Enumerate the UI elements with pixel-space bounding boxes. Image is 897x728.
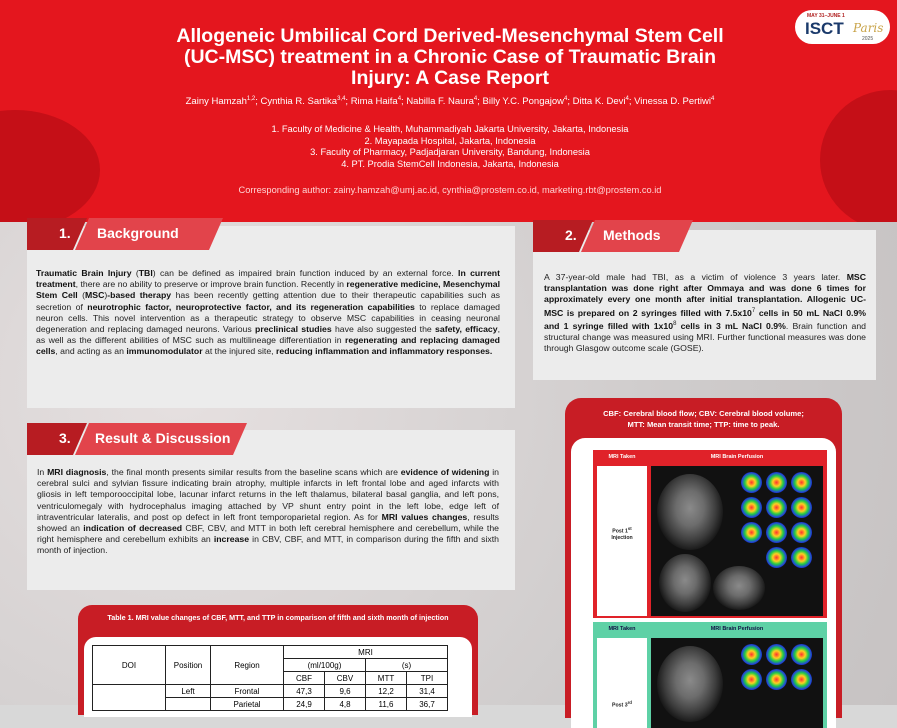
text-run: regenerative medicine, Mesenchymal Stem Cell	[36, 279, 500, 301]
author-affiliation-sup: 4	[625, 96, 629, 102]
text-run: MSC transplantation was done right after Ommaya and was done 6 times for approximately every one month after initial transplantation. Allogenic UC-MSC is prepared on 2 syringes filled with 7.5x10	[544, 272, 866, 318]
author-affiliation-sup: 4	[397, 96, 402, 102]
text-run: CBF, CBV, and MTT in both left cerebral hemisphere and cerebellum, while the right hemisphere and cerebellum exhibits an	[37, 523, 499, 545]
title-line: Injury: A Case Report	[351, 67, 549, 89]
text-run: . Brain function and structural change was measured using MRI. Further functional measures was done through Glasgow outcome scale (GOSE).	[544, 320, 867, 353]
methods-text	[544, 272, 866, 354]
text-run: at the injured site,	[202, 346, 276, 357]
text-run: regenerating and replacing damaged cells	[36, 335, 500, 357]
poster-header	[0, 0, 897, 222]
text-run: -based therapy	[107, 290, 172, 301]
poster-title	[110, 26, 790, 89]
author: Nabilla F. Naura$^4$	[406, 96, 478, 108]
perfusion-map	[791, 497, 812, 518]
title-line: (UC-MSC) treatment in a Chronic Case of Traumatic Brain	[183, 46, 716, 68]
figure-caption	[573, 408, 834, 430]
text-run: In	[37, 467, 48, 477]
figure-block-post1	[593, 450, 827, 618]
author: Zainy Hamzah$^{1,2}$	[185, 96, 256, 108]
text-run: A 37-year-old male had TBI, as a victim of violence 3 years later.	[544, 272, 847, 282]
background-heading	[27, 218, 223, 250]
unit-header: (ml/100g)	[284, 659, 366, 672]
fig-col-header: MRI Taken	[608, 454, 636, 460]
text-run: 7	[751, 307, 756, 314]
section-number: 1.	[59, 225, 71, 241]
author: Rima Haifa$^4$	[350, 96, 402, 108]
value-cell: 24,9	[284, 698, 325, 711]
perfusion-map	[766, 644, 787, 665]
text-run: , and acting as an	[55, 346, 127, 357]
col-header-tpi: TPI	[407, 672, 448, 685]
perfusion-map	[766, 669, 787, 690]
isct-logo	[795, 10, 890, 44]
text-run: cells in 3 mL NaCl 0.9%	[676, 320, 786, 331]
position-cell	[166, 698, 211, 711]
col-header-doi: DOI	[93, 646, 166, 685]
value-cell: 4,8	[325, 698, 366, 711]
label-text-2: Injection	[611, 534, 633, 541]
text-run: 8	[673, 320, 677, 327]
region-cell: Parietal	[211, 698, 284, 711]
fig-col-header: MRI Brain Perfusion	[710, 454, 764, 460]
section-title: Methods	[603, 227, 661, 243]
methods-heading	[533, 220, 693, 252]
text-run: Traumatic Brain Injury	[36, 268, 132, 278]
logo-text: ISCT	[805, 19, 844, 38]
text-run: increase	[213, 534, 250, 545]
fig-row-label	[597, 638, 647, 728]
text-run: In current treatment	[36, 268, 500, 290]
author: Billy Y.C. Pongajow$^4$	[482, 96, 568, 108]
value-cell: 12,2	[366, 685, 407, 698]
perfusion-map	[741, 497, 762, 518]
author-list: Zainy Hamzah$^{1,2}$; Cynthia R. Sartika$^{3,4}$; Rima Haifa$^4$; Nabilla F. Naura$^4$; Billy Y.C. Pongajow$^4$; Ditta K. Devi$^4$; Vinessa D. Pertiwi$^4$	[185, 96, 715, 108]
section-number: 3.	[59, 430, 71, 446]
text-run: evidence of widening	[400, 467, 490, 477]
text-run: neurotrophic factor, neuroprotective factor, and its regeneration capabilities	[87, 301, 415, 312]
text-run: indication of decreased	[83, 523, 183, 534]
table-body-card	[84, 637, 472, 717]
background-text	[36, 268, 500, 358]
affiliation: 1. Faculty of Medicine & Health, Muhammadiyah Jakarta University, Jakarta, Indonesia	[271, 124, 629, 134]
perfusion-map	[766, 472, 787, 493]
text-run: , the final month presents similar results from the baseline scans which are	[106, 467, 401, 477]
perfusion-map	[766, 547, 787, 568]
section-title: Result & Discussion	[95, 430, 231, 446]
label-sup: rd	[627, 700, 632, 705]
text-run: )	[104, 290, 108, 301]
perfusion-map	[791, 547, 812, 568]
value-cell: 11,6	[366, 698, 407, 711]
col-header-cbf: CBF	[284, 672, 325, 685]
fig-row-label	[597, 466, 647, 616]
results-heading	[27, 423, 247, 455]
author-affiliation-sup: 4	[564, 96, 568, 102]
perfusion-map	[741, 472, 762, 493]
mri-image-post3	[651, 638, 823, 728]
text-run: MRI values changes	[381, 511, 468, 522]
perfusion-map	[741, 669, 762, 690]
doi-cell	[93, 685, 166, 711]
text-run: cells in 50 mL NaCl 0.9% and 1 syringe filled with 1x10	[544, 307, 867, 331]
mri-image-post1	[651, 466, 823, 616]
perfusion-map	[766, 497, 787, 518]
figure-block-post3	[593, 622, 827, 728]
text-run: reducing inflammation and inflammatory responses.	[276, 346, 493, 357]
section-number: 2.	[565, 227, 577, 243]
text-run: ) can be defined as impaired brain function induced by an external force.	[152, 268, 459, 278]
label-text: Post 1	[612, 528, 628, 535]
col-header-mri: MRI	[284, 646, 448, 659]
title-line: Allogeneic Umbilical Cord Derived-Mesenchymal Stem Cell	[176, 25, 724, 47]
logo-date: MAY 31–JUNE 1	[807, 13, 845, 19]
affiliation: 4. PT. Prodia StemCell Indonesia, Jakarta, Indonesia	[341, 158, 559, 169]
text-run: , results showed an	[37, 511, 500, 534]
value-cell: 31,4	[407, 685, 448, 698]
fig-col-header: MRI Brain Perfusion	[710, 626, 764, 632]
mri-slice	[713, 566, 765, 610]
text-run: to replace damaged neuron cells. This novel intervention as a therapeutic strategy to observe MSC capabilities in ceasing neuronal degeneration and replacing damaged neurons. Various	[36, 301, 500, 335]
perfusion-map	[766, 522, 787, 543]
text-run: MRI diagnosis	[47, 467, 107, 477]
text-run: have also suggested the	[331, 324, 436, 335]
decor-blob	[820, 90, 897, 222]
mri-table-card	[78, 605, 478, 715]
region-cell: Frontal	[211, 685, 284, 698]
value-cell: 47,3	[284, 685, 325, 698]
logo-city: Paris	[853, 21, 884, 35]
fig-col-header: MRI Taken	[608, 626, 636, 632]
corresponding-author: Corresponding author: zainy.hamzah@umj.ac.id, cynthia@prostem.co.id, marketing.rbt@prostem.co.id	[238, 185, 662, 195]
affiliation: 2. Mayapada Hospital, Jakarta, Indonesia	[364, 135, 536, 146]
col-header-cbv: CBV	[325, 672, 366, 685]
section-title: Background	[97, 225, 179, 241]
author-affiliation-sup: 1,2	[246, 96, 256, 102]
perfusion-map	[791, 522, 812, 543]
label-sup: st	[627, 526, 632, 531]
text-run: has been recently getting attention due to their therapeutic capabilities such as secretion of	[36, 290, 501, 312]
label-text: Post 3	[612, 702, 628, 709]
mri-slice	[659, 554, 711, 612]
table-row	[93, 685, 448, 698]
mri-slice	[657, 646, 723, 722]
text-run: in CBV, CBF, and MTT, in comparison during the fifth and sixth month of injection.	[37, 534, 499, 556]
col-header-position: Position	[166, 646, 211, 685]
value-cell: 36,7	[407, 698, 448, 711]
author: Vinessa D. Pertiwi$^4$	[634, 96, 715, 108]
caption-line: CBF: Cerebral blood flow; CBV: Cerebral blood volume;	[603, 409, 804, 418]
caption-line: MTT: Mean transit time; TTP: time to peak.	[627, 420, 780, 429]
position-cell: Left	[166, 685, 211, 698]
logo-year: 2025	[862, 36, 874, 42]
value-cell: 9,6	[325, 685, 366, 698]
mri-figure-card	[565, 398, 842, 718]
unit-header: (s)	[366, 659, 448, 672]
text-run: safety, efficacy	[435, 324, 498, 335]
text-run: TBI	[138, 268, 153, 278]
table-caption: Table 1. MRI value changes of CBF, MTT, and TTP in comparison of fifth and sixth month of injection	[107, 613, 449, 622]
text-run: in cerebral sulci and sylvian fissure indicating brain atrophy, multiple infarcts in left frontal lobe and aged infarcts with gliosis in left temporooccipital lobe, lacunar infarct returns in the left thalamus, bilateral basal ganglia, and left pons, ventriculomegaly with hydrocephalus imaging attached by VP shunt entry point in the left lobe, edge left of intraventricular lateralis, and post op defect in left front temporoparietal region. As for	[37, 467, 499, 522]
results-text	[37, 467, 499, 557]
author: Ditta K. Devi$^4$	[572, 96, 629, 108]
figure-body	[571, 438, 836, 728]
text-run: MSC	[85, 290, 105, 301]
author-affiliation-sup: 4	[711, 96, 715, 102]
text-run: (	[77, 290, 86, 301]
text-run: immunomodulator	[126, 346, 203, 357]
perfusion-map	[791, 472, 812, 493]
perfusion-map	[791, 669, 812, 690]
author-affiliation-sup: 3,4	[337, 96, 346, 102]
text-run: , as well as the different abilities of MSC such as multilineage differentiation in	[36, 324, 500, 346]
affiliation-list	[80, 124, 820, 170]
text-run: (	[131, 268, 139, 278]
perfusion-map	[741, 644, 762, 665]
col-header-mtt: MTT	[366, 672, 407, 685]
author-affiliation-sup: 4	[473, 96, 478, 102]
text-run: , there are no ability to preserve or improve brain function. Recently in	[75, 279, 347, 290]
author: Cynthia R. Sartika$^{3,4}$	[260, 96, 346, 108]
perfusion-map	[791, 644, 812, 665]
mri-table	[92, 645, 448, 711]
text-run: preclinical studies	[255, 324, 332, 335]
perfusion-map	[741, 522, 762, 543]
mri-slice	[657, 474, 723, 550]
col-header-region: Region	[211, 646, 284, 685]
affiliation: 3. Faculty of Pharmacy, Padjadjaran University, Bandung, Indonesia	[310, 147, 590, 157]
